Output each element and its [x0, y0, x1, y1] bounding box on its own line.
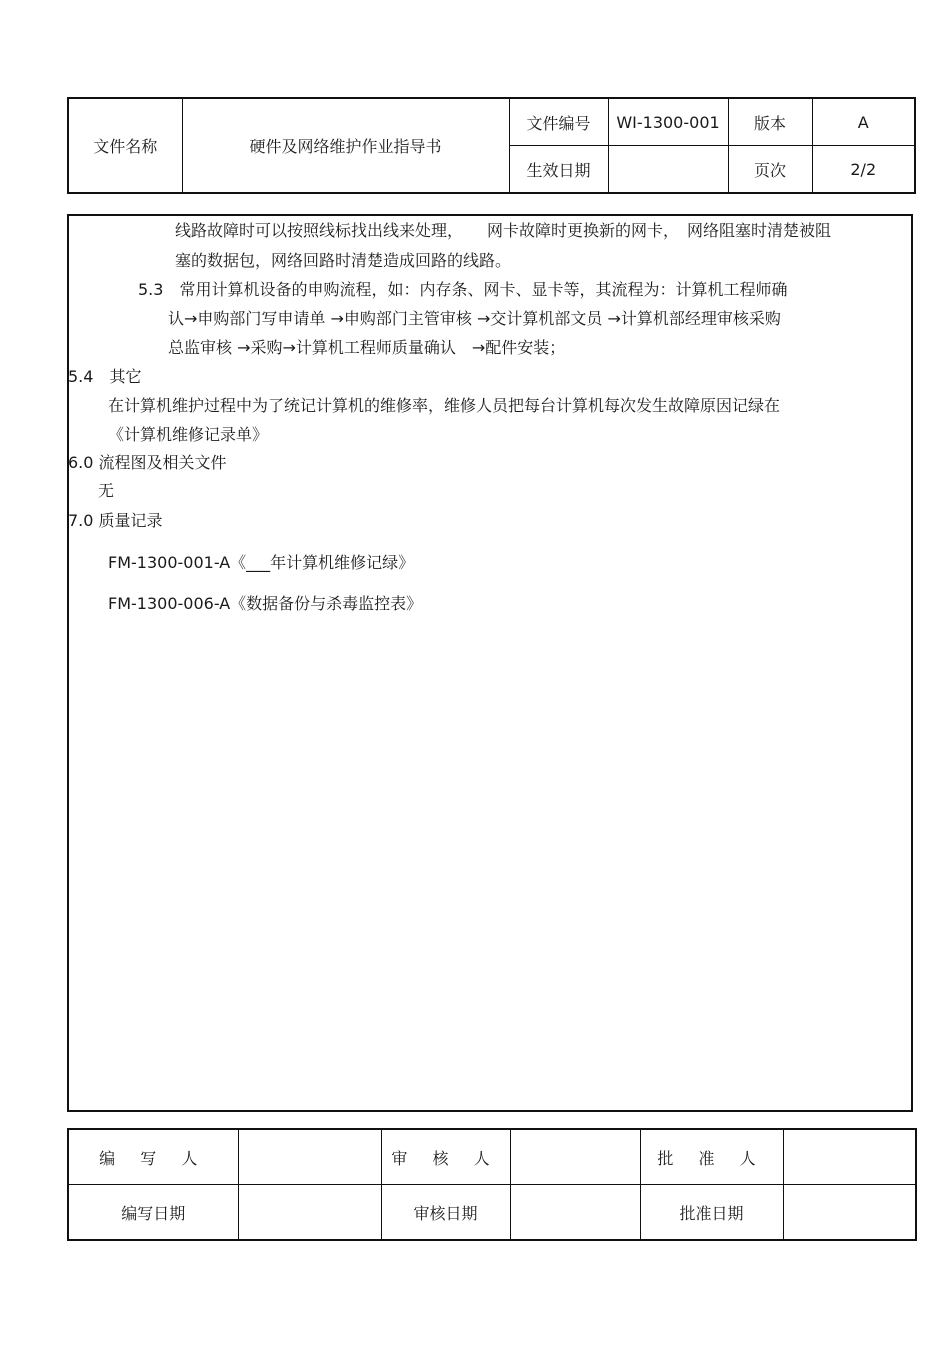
write-date-value: [238, 1185, 381, 1241]
body-line-4: 认→申购部门写申请单 →申购部门主管审核 →交计算机部文员 →计算机部经理审核采购: [168, 309, 781, 328]
footer-table: [67, 1128, 917, 1241]
body-line-5: 总监审核 →采购→计算机工程师质量确认 →配件安装；: [168, 338, 566, 357]
effective-date-label: 生效日期: [509, 146, 608, 194]
review-date-label: 审核日期: [381, 1185, 510, 1241]
writer-value: [238, 1129, 381, 1185]
review-date-value: [510, 1185, 640, 1241]
header-table: [67, 97, 916, 194]
body-line-7: 在计算机维护过程中为了统记计算机的维修率，维修人员把每台计算机每次发生故障原因记绿在: [108, 396, 781, 415]
approver-value: [783, 1129, 916, 1185]
reviewer-label: 审 核 人: [381, 1129, 510, 1185]
doc-name: 硬件及网络维护作业指导书: [182, 98, 509, 193]
effective-date: [608, 146, 728, 194]
body-line-1: 线路故障时可以按照线标找出线来处理， 网卡故障时更换新的网卡， 网络阻塞时清楚被阻: [175, 221, 832, 240]
approver-label: 批 准 人: [640, 1129, 783, 1185]
doc-no: WI-1300-001: [608, 98, 728, 146]
page-label: 页次: [728, 146, 812, 194]
doc-name-label: 文件名称: [68, 98, 182, 193]
approve-date-label: 批准日期: [640, 1185, 783, 1241]
writer-label: 编 写 人: [68, 1129, 238, 1185]
body-line-2: 塞的数据包，网络回路时清楚造成回路的线路。: [175, 251, 512, 270]
body-line-8: 《计算机维修记录单》: [108, 425, 269, 444]
record-item-1: FM-1300-001-A《___年计算机维修记绿》: [108, 553, 415, 572]
reviewer-value: [510, 1129, 640, 1185]
section-7-0-heading: 7.0 质量记录: [68, 511, 163, 530]
record-item-2: FM-1300-006-A《数据备份与杀毒监控表》: [108, 594, 423, 613]
section-5-4-heading: 5.4 其它: [68, 367, 142, 386]
version: A: [812, 98, 915, 146]
doc-no-label: 文件编号: [509, 98, 608, 146]
section-6-0-body: 无: [98, 481, 115, 500]
section-6-0-heading: 6.0 流程图及相关文件: [68, 453, 227, 472]
page-number: 2/2: [812, 146, 915, 194]
approve-date-value: [783, 1185, 916, 1241]
version-label: 版本: [728, 98, 812, 146]
section-5-3-line: 5.3 常用计算机设备的申购流程，如：内存条、网卡、显卡等，其流程为：计算机工程师确: [138, 280, 788, 299]
write-date-label: 编写日期: [68, 1185, 238, 1241]
